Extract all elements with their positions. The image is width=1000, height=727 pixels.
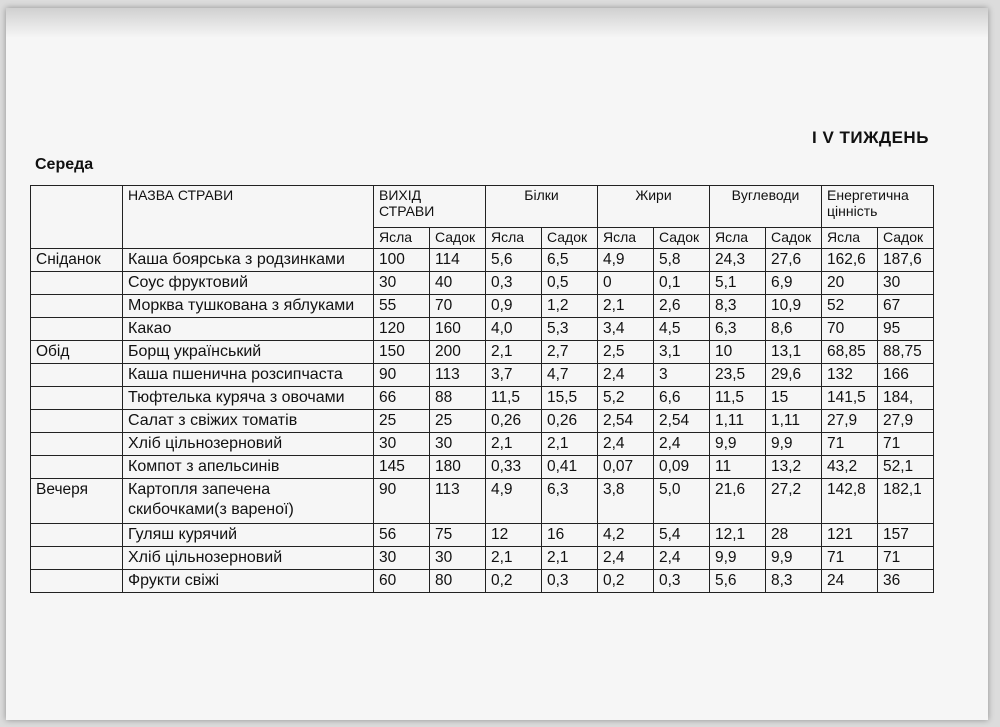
value-cell: 1,11	[710, 410, 766, 433]
table-row	[31, 249, 934, 272]
table-row	[31, 387, 934, 410]
table-row	[31, 456, 934, 479]
value-cell: 2,54	[598, 410, 654, 433]
table-row	[31, 272, 934, 295]
value-cell: 2,1	[486, 341, 542, 364]
value-cell: 9,9	[766, 547, 822, 570]
value-cell: 52	[822, 295, 878, 318]
value-cell: 5,4	[654, 524, 710, 547]
sub-header-kindergarten: Садок	[542, 228, 598, 249]
meal-cell	[31, 364, 123, 387]
value-cell: 2,4	[598, 433, 654, 456]
value-cell: 3,1	[654, 341, 710, 364]
value-cell: 4,2	[598, 524, 654, 547]
value-cell: 5,0	[654, 479, 710, 524]
value-cell: 2,1	[486, 433, 542, 456]
table-row	[31, 318, 934, 341]
table-row	[31, 433, 934, 456]
value-cell: 9,9	[710, 547, 766, 570]
meal-cell	[31, 318, 123, 341]
value-cell: 3,4	[598, 318, 654, 341]
value-cell: 36	[878, 570, 934, 593]
value-cell: 0,33	[486, 456, 542, 479]
value-cell: 90	[374, 479, 430, 524]
value-cell: 24	[822, 570, 878, 593]
value-cell: 113	[430, 479, 486, 524]
value-cell: 27,9	[822, 410, 878, 433]
dish-name-cell: Хліб цільнозерновий	[123, 547, 374, 570]
value-cell: 88,75	[878, 341, 934, 364]
value-cell: 24,3	[710, 249, 766, 272]
meal-cell: Сніданок	[31, 249, 123, 272]
table-row	[31, 547, 934, 570]
value-cell: 0,07	[598, 456, 654, 479]
value-cell: 11,5	[710, 387, 766, 410]
menu-table-body	[31, 249, 934, 593]
value-cell: 52,1	[878, 456, 934, 479]
meal-cell: Вечеря	[31, 479, 123, 524]
header-fats: Жири	[598, 186, 710, 228]
value-cell: 160	[430, 318, 486, 341]
value-cell: 2,1	[486, 547, 542, 570]
value-cell: 43,2	[822, 456, 878, 479]
value-cell: 12,1	[710, 524, 766, 547]
value-cell: 6,3	[542, 479, 598, 524]
value-cell: 2,54	[654, 410, 710, 433]
sub-header-nursery: Ясла	[374, 228, 430, 249]
meal-cell	[31, 433, 123, 456]
value-cell: 4,5	[654, 318, 710, 341]
value-cell: 4,9	[486, 479, 542, 524]
value-cell: 40	[430, 272, 486, 295]
value-cell: 0,5	[542, 272, 598, 295]
sub-header-kindergarten: Садок	[430, 228, 486, 249]
value-cell: 100	[374, 249, 430, 272]
table-row	[31, 410, 934, 433]
value-cell: 114	[430, 249, 486, 272]
dish-name-cell: Салат з свіжих томатів	[123, 410, 374, 433]
value-cell: 2,4	[598, 547, 654, 570]
value-cell: 70	[430, 295, 486, 318]
table-row	[31, 364, 934, 387]
dish-name-cell: Какао	[123, 318, 374, 341]
dish-name-cell: Хліб цільнозерновий	[123, 433, 374, 456]
value-cell: 67	[878, 295, 934, 318]
meal-cell	[31, 387, 123, 410]
value-cell: 0,9	[486, 295, 542, 318]
value-cell: 121	[822, 524, 878, 547]
sub-header-nursery: Ясла	[598, 228, 654, 249]
value-cell: 88	[430, 387, 486, 410]
value-cell: 6,9	[766, 272, 822, 295]
value-cell: 30	[374, 272, 430, 295]
menu-table	[30, 185, 934, 593]
dish-name-cell: Фрукти свіжі	[123, 570, 374, 593]
meal-cell: Обід	[31, 341, 123, 364]
value-cell: 0,3	[542, 570, 598, 593]
value-cell: 30	[430, 547, 486, 570]
dish-name-cell: Гуляш курячий	[123, 524, 374, 547]
dish-name-cell: Тюфтелька куряча з овочами	[123, 387, 374, 410]
value-cell: 0,26	[542, 410, 598, 433]
value-cell: 55	[374, 295, 430, 318]
value-cell: 71	[822, 433, 878, 456]
meal-cell	[31, 456, 123, 479]
dish-name-cell: Соус фруктовий	[123, 272, 374, 295]
value-cell: 13,1	[766, 341, 822, 364]
value-cell: 3,7	[486, 364, 542, 387]
value-cell: 0,41	[542, 456, 598, 479]
value-cell: 5,2	[598, 387, 654, 410]
value-cell: 11,5	[486, 387, 542, 410]
value-cell: 200	[430, 341, 486, 364]
value-cell: 8,6	[766, 318, 822, 341]
value-cell: 2,4	[654, 433, 710, 456]
value-cell: 66	[374, 387, 430, 410]
header-row-main	[31, 186, 934, 228]
value-cell: 150	[374, 341, 430, 364]
value-cell: 166	[878, 364, 934, 387]
document-page	[6, 8, 988, 720]
value-cell: 25	[430, 410, 486, 433]
value-cell: 10	[710, 341, 766, 364]
table-row	[31, 524, 934, 547]
value-cell: 180	[430, 456, 486, 479]
sub-header-nursery: Ясла	[710, 228, 766, 249]
day-title: Середа	[35, 156, 94, 173]
value-cell: 15,5	[542, 387, 598, 410]
value-cell: 4,7	[542, 364, 598, 387]
value-cell: 5,6	[486, 249, 542, 272]
value-cell: 141,5	[822, 387, 878, 410]
value-cell: 5,3	[542, 318, 598, 341]
value-cell: 29,6	[766, 364, 822, 387]
value-cell: 27,2	[766, 479, 822, 524]
value-cell: 2,1	[542, 433, 598, 456]
value-cell: 2,4	[598, 364, 654, 387]
value-cell: 0,1	[654, 272, 710, 295]
value-cell: 5,8	[654, 249, 710, 272]
sub-header-kindergarten: Садок	[654, 228, 710, 249]
sub-header-kindergarten: Садок	[878, 228, 934, 249]
value-cell: 2,1	[542, 547, 598, 570]
table-row	[31, 479, 934, 524]
value-cell: 56	[374, 524, 430, 547]
value-cell: 2,5	[598, 341, 654, 364]
value-cell: 9,9	[710, 433, 766, 456]
value-cell: 16	[542, 524, 598, 547]
dish-name-cell: Компот з апельсинів	[123, 456, 374, 479]
sub-header-nursery: Ясла	[486, 228, 542, 249]
value-cell: 30	[374, 433, 430, 456]
value-cell: 28	[766, 524, 822, 547]
value-cell: 120	[374, 318, 430, 341]
value-cell: 2,7	[542, 341, 598, 364]
value-cell: 9,9	[766, 433, 822, 456]
value-cell: 2,4	[654, 547, 710, 570]
meal-cell	[31, 570, 123, 593]
value-cell: 0,2	[486, 570, 542, 593]
sub-header-nursery: Ясла	[822, 228, 878, 249]
week-title: I V ТИЖДЕНЬ	[812, 128, 929, 147]
value-cell: 68,85	[822, 341, 878, 364]
value-cell: 4,0	[486, 318, 542, 341]
value-cell: 162,6	[822, 249, 878, 272]
value-cell: 4,9	[598, 249, 654, 272]
table-row	[31, 295, 934, 318]
value-cell: 8,3	[766, 570, 822, 593]
value-cell: 2,1	[598, 295, 654, 318]
value-cell: 0	[598, 272, 654, 295]
value-cell: 2,6	[654, 295, 710, 318]
value-cell: 182,1	[878, 479, 934, 524]
dish-name-cell: Каша боярська з родзинками	[123, 249, 374, 272]
value-cell: 27,6	[766, 249, 822, 272]
header-proteins: Білки	[486, 186, 598, 228]
value-cell: 30	[374, 547, 430, 570]
value-cell: 0,2	[598, 570, 654, 593]
value-cell: 27,9	[878, 410, 934, 433]
table-row	[31, 570, 934, 593]
value-cell: 15	[766, 387, 822, 410]
value-cell: 5,1	[710, 272, 766, 295]
header-yield: ВИХІД СТРАВИ	[374, 186, 486, 228]
value-cell: 21,6	[710, 479, 766, 524]
value-cell: 25	[374, 410, 430, 433]
value-cell: 145	[374, 456, 430, 479]
value-cell: 6,6	[654, 387, 710, 410]
value-cell: 70	[822, 318, 878, 341]
value-cell: 184,	[878, 387, 934, 410]
value-cell: 142,8	[822, 479, 878, 524]
value-cell: 6,5	[542, 249, 598, 272]
value-cell: 157	[878, 524, 934, 547]
value-cell: 113	[430, 364, 486, 387]
value-cell: 187,6	[878, 249, 934, 272]
value-cell: 0,3	[486, 272, 542, 295]
value-cell: 1,11	[766, 410, 822, 433]
dish-name-cell: Борщ український	[123, 341, 374, 364]
value-cell: 0,09	[654, 456, 710, 479]
sub-header-kindergarten: Садок	[766, 228, 822, 249]
dish-name-cell: Каша пшенична розсипчаста	[123, 364, 374, 387]
table-row	[31, 341, 934, 364]
value-cell: 20	[822, 272, 878, 295]
value-cell: 3,8	[598, 479, 654, 524]
value-cell: 10,9	[766, 295, 822, 318]
value-cell: 13,2	[766, 456, 822, 479]
meal-cell	[31, 524, 123, 547]
meal-cell	[31, 410, 123, 433]
value-cell: 75	[430, 524, 486, 547]
value-cell: 6,3	[710, 318, 766, 341]
value-cell: 71	[878, 547, 934, 570]
value-cell: 0,3	[654, 570, 710, 593]
dish-name-cell: Картопля запечена скибочками(з вареної)	[123, 479, 374, 524]
meal-cell	[31, 547, 123, 570]
value-cell: 30	[430, 433, 486, 456]
header-carbs: Вуглеводи	[710, 186, 822, 228]
value-cell: 11	[710, 456, 766, 479]
value-cell: 60	[374, 570, 430, 593]
value-cell: 71	[878, 433, 934, 456]
meal-cell	[31, 272, 123, 295]
value-cell: 80	[430, 570, 486, 593]
dish-name-cell: Морква тушкована з яблуками	[123, 295, 374, 318]
value-cell: 5,6	[710, 570, 766, 593]
value-cell: 3	[654, 364, 710, 387]
value-cell: 23,5	[710, 364, 766, 387]
value-cell: 1,2	[542, 295, 598, 318]
header-energy: Енергетична цінність	[822, 186, 934, 228]
value-cell: 0,26	[486, 410, 542, 433]
value-cell: 132	[822, 364, 878, 387]
header-meal	[31, 186, 123, 249]
value-cell: 95	[878, 318, 934, 341]
value-cell: 90	[374, 364, 430, 387]
header-dish-name: НАЗВА СТРАВИ	[123, 186, 374, 249]
value-cell: 30	[878, 272, 934, 295]
value-cell: 12	[486, 524, 542, 547]
value-cell: 8,3	[710, 295, 766, 318]
value-cell: 71	[822, 547, 878, 570]
meal-cell	[31, 295, 123, 318]
